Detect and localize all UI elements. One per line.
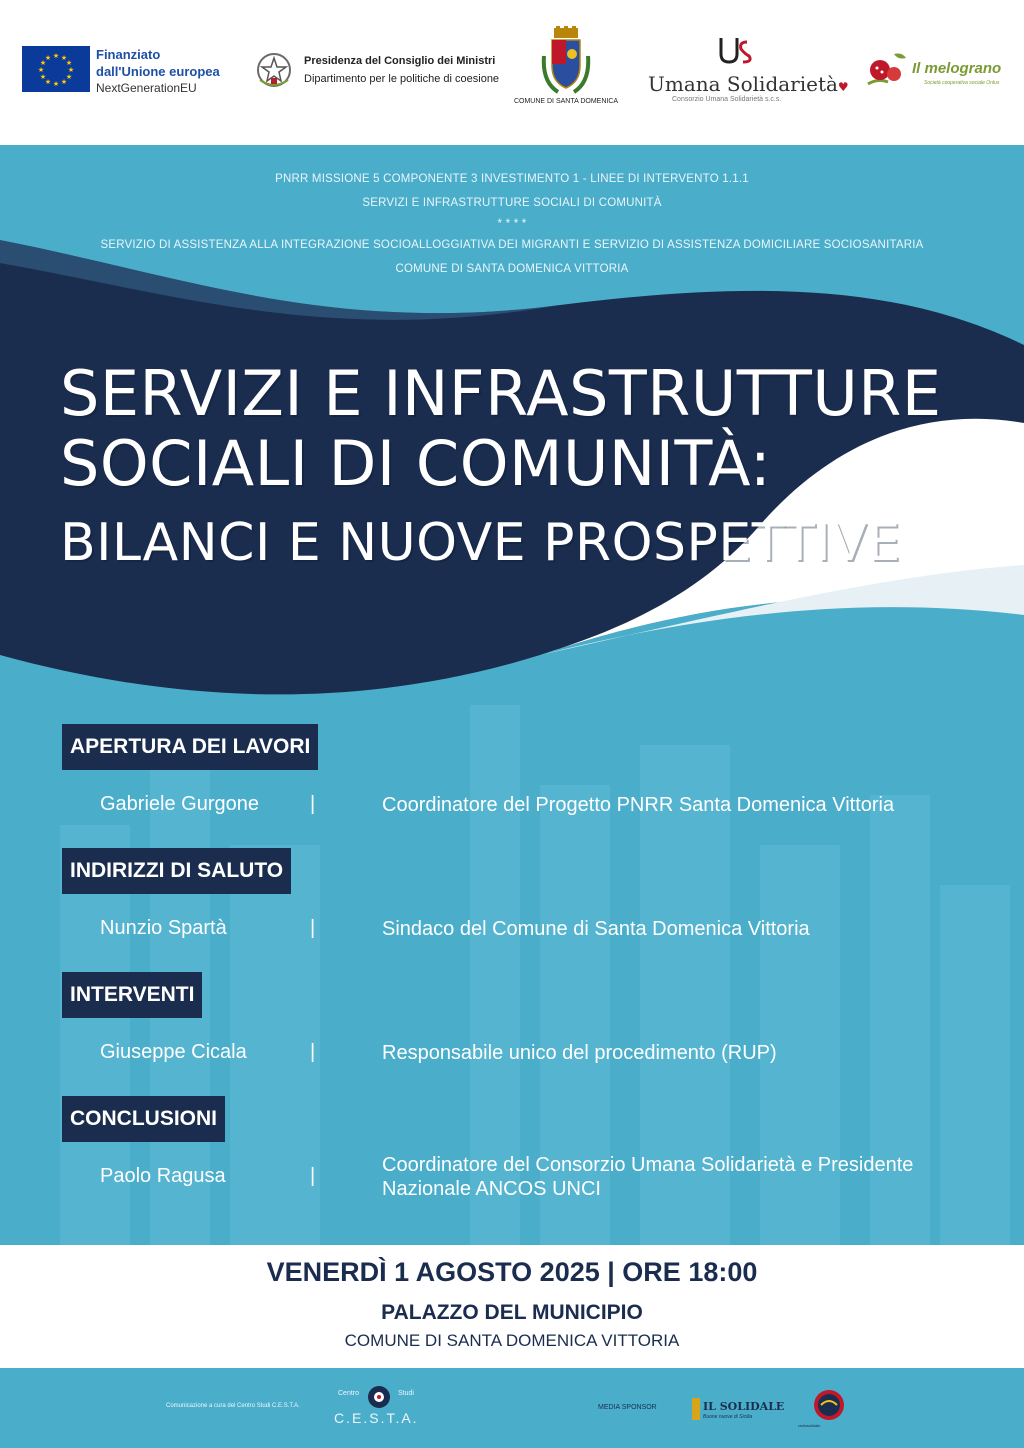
gov-line-2: Dipartimento per le politiche di coesione [304, 73, 500, 85]
event-venue: PALAZZO DEL MUNICIPIO [381, 1301, 643, 1324]
svg-text:★: ★ [39, 59, 47, 67]
eu-flag-icon [22, 46, 90, 92]
main-panel [0, 145, 1024, 1245]
svg-text:★: ★ [52, 80, 60, 88]
section-label: CONCLUSIONI [62, 1096, 225, 1142]
svg-text:★: ★ [65, 73, 73, 81]
il-solidale-name: IL SOLIDALE [703, 1400, 785, 1413]
speaker-name: Nunzio Spartà [100, 917, 227, 939]
heart-icon: ♥ [837, 80, 849, 94]
wave-background [0, 145, 1024, 1245]
eu-funding-label [96, 46, 220, 97]
media-sponsor-label: MEDIA SPONSOR [598, 1404, 657, 1411]
speaker-role: Coordinatore del Progetto PNRR Santa Domenica Vittoria [382, 794, 895, 816]
title-line-3: BILANCI E NUOVE PROSPETTIVE [60, 513, 901, 573]
umana-name-text: Umana Solidarietà [648, 72, 838, 96]
government-label [304, 52, 499, 88]
speaker-name: Giuseppe Cicala [100, 1041, 247, 1063]
speaker-role: Responsabile unico del procedimento (RUP) [382, 1042, 777, 1064]
intro-line-3: * * * * [497, 218, 527, 230]
communication-credit: Comunicazione a cura del Centro Studi C.E.S.T.A. [166, 1403, 300, 1409]
intro-line-2: SERVIZI E INFRASTRUTTURE SOCIALI DI COMUNITÀ [362, 197, 662, 209]
speaker-role: Sindaco del Comune di Santa Domenica Vittoria [382, 918, 810, 940]
melograno-name: Il melograno [912, 60, 1002, 77]
event-title [60, 359, 1020, 581]
section-label: APERTURA DEI LAVORI [62, 724, 318, 770]
svg-text:★: ★ [65, 59, 73, 67]
cesta-logo-icon [366, 1384, 392, 1410]
municipality-label: COMUNE DI SANTA DOMENICA [513, 98, 619, 105]
event-date: VENERDÌ 1 AGOSTO 2025 | ORE 18:00 [266, 1257, 758, 1287]
radio-label: radiosolidale [798, 1423, 821, 1428]
melograno-subtitle: Società cooperativa sociale Onlus [924, 80, 1000, 86]
speaker-name: Gabriele Gurgone [100, 793, 259, 815]
svg-text:★: ★ [44, 78, 52, 86]
svg-text:★: ★ [67, 66, 75, 74]
separator: | [310, 917, 316, 939]
municipality-coat-of-arms-icon [540, 26, 592, 96]
event-town: COMUNE DI SANTA DOMENICA VITTORIA [344, 1331, 680, 1350]
footer [0, 1368, 1024, 1448]
svg-text:★: ★ [60, 78, 68, 86]
radio-logo-icon [812, 1388, 846, 1422]
separator: | [310, 1041, 316, 1063]
intro-line-4: SERVIZIO DI ASSISTENZA ALLA INTEGRAZIONE SOCIOALLOGGIATIVA DEI MIGRANTI E SERVIZIO DI ASSISTENZA DOMICILIARE SOCIOSANITARIA [100, 239, 924, 251]
svg-text:★: ★ [39, 73, 47, 81]
gov-line-1: Presidenza del Consiglio dei Ministri [304, 55, 496, 67]
intro-line-1: PNRR MISSIONE 5 COMPONENTE 3 INVESTIMENTO 1 - LINEE DI INTERVENTO 1.1.1 [275, 173, 749, 185]
title-line-1: SERVIZI E INFRASTRUTTURE [60, 357, 942, 430]
eu-line-3: NextGenerationEU [96, 81, 197, 95]
cesta-name: C.E.S.T.A. [334, 1410, 419, 1426]
italian-republic-emblem-icon [254, 50, 294, 90]
umana-solidarieta-subtitle: Consorzio Umana Solidarietà s.c.s. [672, 96, 782, 103]
eu-line-1: Finanziato [96, 47, 161, 62]
speaker-name: Paolo Ragusa [100, 1165, 226, 1187]
umana-solidarieta-logo-icon [715, 36, 757, 66]
umana-solidarieta-name [648, 72, 849, 96]
intro-line-5: COMUNE DI SANTA DOMENICA VITTORIA [395, 263, 629, 275]
intro-block [0, 167, 1024, 281]
section-label: INDIRIZZI DI SALUTO [62, 848, 291, 894]
svg-text:★: ★ [60, 54, 68, 62]
section-label: INTERVENTI [62, 972, 202, 1018]
separator: | [310, 793, 316, 815]
logo-header [0, 0, 1024, 145]
il-solidale-logo-icon [692, 1398, 700, 1420]
il-solidale-subtitle: Buone nuove di Sicilia [703, 1414, 753, 1420]
title-line-2: SOCIALI DI COMUNITÀ: [60, 427, 772, 500]
svg-text:★: ★ [37, 66, 45, 74]
event-info [0, 1245, 1024, 1368]
cesta-top-right: Studi [398, 1390, 414, 1397]
separator: | [310, 1165, 316, 1187]
cesta-top-left: Centro [338, 1390, 360, 1397]
svg-text:★: ★ [44, 54, 52, 62]
speaker-role: Coordinatore del Consorzio Umana Solidarietà e Presidente Nazionale ANCOS UNCI [382, 1154, 914, 1200]
svg-text:★: ★ [52, 52, 60, 60]
eu-line-2: dall'Unione europea [96, 64, 220, 79]
pomegranate-logo-icon [864, 48, 910, 94]
